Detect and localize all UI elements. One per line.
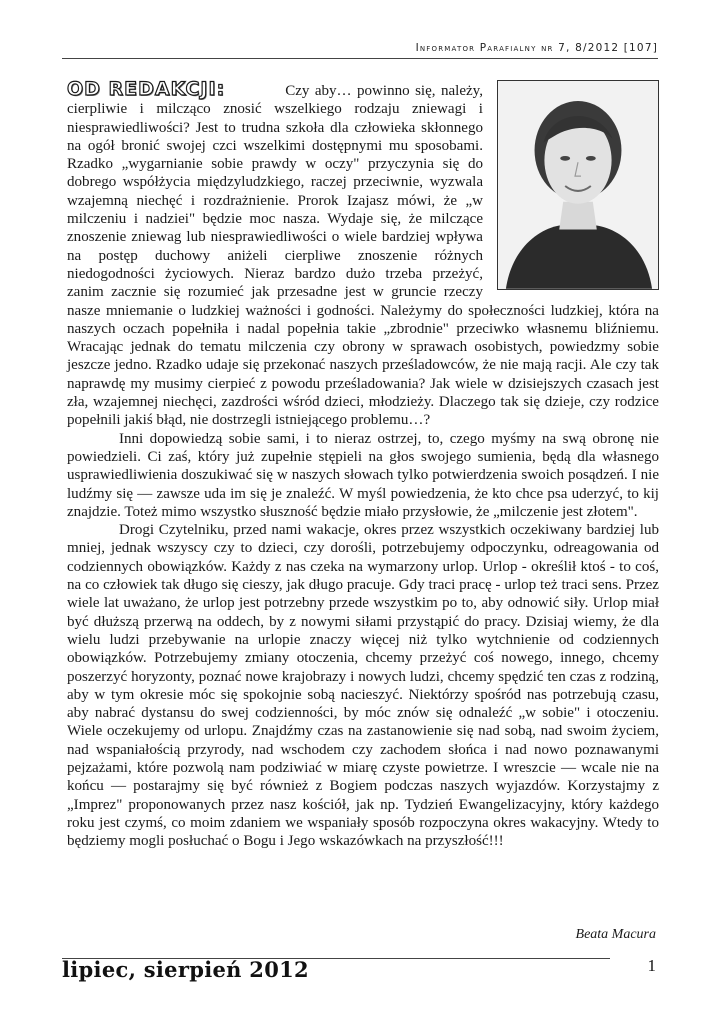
paragraph-3: Drogi Czytelniku, przed nami wakacje, okres przez wszystkich oczekiwany bardziej lub mniej, jednak wszyscy czy to dzieci, czy dorośli, potrzebujemy odpoczynku, odreagowania od codziennych obowiązków. Każdy z nas czeka na wymarzony urlop. Urlop - określił ktoś - to coś, na co człowiek tak długo się cieszy, jak długo pracuje. Gdy traci pracę - urlop też traci sens. Przez wiele lat uważano, że urlop jest potrzebny przede wszystkim po to, aby odnowić siły. Urlop miał być dłuższą przerwą na oddech, by z nowymi siłami przystąpić do pracy. Dzisiaj wiemy, że dla wielu ludzi przebywanie na urlopie znaczy więcej niż tylko wytchnienie od codziennych obowiązków. Potrzebujemy zmiany otoczenia, chcemy przeżyć coś nowego, innego, chcemy poszerzyć horyzonty, poznać nowe krajobrazy i nowych ludzi, chcemy spędzić ten czas z rodziną, aby w tym okresie móc się spokojnie sobą nacieszyć. Niektórzy spośród nas potrzebują czasu, aby nabrać dystansu do swej codzienności, by móc znów się odnaleźć „w sobie" i otoczeniu. Wiele oczekujemy od urlopu. Znajdźmy czas na zastanowienie się nad sobą, nad swoim życiem, nad wspaniałością przyrody, nad wschodem czy zachodem słońca i nad nowo poznawanymi pejzażami, które pozwolą nam podziwiać w miarę czyste powietrze. I wreszcie — wcale nie na końcu — postarajmy się być również z Bogiem podczas naszych wyjazdów. Korzystajmy z „Imprez" proponowanych przez nasz kościół, jak np. Tydzień Ewangelizacyjny, który każdego roku jest czymś, co moim zdaniem we wspaniały sposób rozpoczyna okres wakacyjny. Wtedy to będziemy mogli posłuchać o Bogu i Jego wskazówkach na przyszłość!!!	[67, 522, 659, 850]
page-number: 1	[647, 956, 656, 975]
running-header: Informator Parafialny nr 7, 8/2012 [107]	[415, 42, 658, 54]
article-body	[67, 80, 659, 850]
paragraph-2: Inni dopowiedzą sobie sami, i to nieraz ostrzej, to, czego myśmy na swą obronę nie powiedzieli. Ci zaś, który już zupełnie stępieli na głos swojego sumienia, będą dla własnego usprawiedliwienia doszukiwać się w naszych słowach tylko potwierdzenia swoich posądzeń. I nie ludźmy się — zawsze uda im się je znaleźć. W myśl powiedzenia, że kto chce psa uderzyć, to kij znajdzie. Toteż mimo wszystko słuszność będzie miało przysłowie, że „milczenie jest złotem".	[67, 430, 659, 520]
author-signature: Beata Macura	[575, 927, 656, 942]
paragraph-1-text: Czy aby… powinno się, należy, cierpliwie i milcząco znosić wszelkiego rodzaju zniewagi i niesprawiedliwości? Jest to trudna szkoła dla człowieka skłonnego na ogół bronić swojej czci wszelkimi dostępnymi mu sposobami. Rzadko „wygarnianie sobie prawdy w oczy" przyczynia się do dobrego współżycia międzyludzkiego, raczej przeciwnie, wyzwala wzajemną niechęć i rozdrażnienie. Prorok Izajasz mówi, że „w milczeniu i nadziei" będzie moc nasza. Wydaje się, że milczące znoszenie zniewag lub niesprawiedliwości o wiele bardziej wpływa na postęp duchowy aniżeli cierpliwe znoszenie różnych niedogodności życiowych. Nieraz bardzo dużo trzeba przeżyć, zanim zacznie się rozumieć jak przesadne jest w gruncie rzeczy nasze mniemanie o ludzkiej ważności i godności. Należymy do społeczności ludzkiej, która na naszych oczach popełniła i nadal popełnia takie „zbrodnie" przeciwko własnemu bliźniemu. Wracając jednak do tematu milczenia czy obrony w sprawach osobistych, powiedzmy sobie jeszcze jedno. Rzadko udaje się przekonać naszych prześladowców, że nie mają racji. Ale czy tak naprawdę my musimy cierpieć z powodu prześladowania? Jak wiele w dzisiejszych czasach jest zła, wzajemnej niechęci, zazdrości wśród dzieci, młodzieży. Dlaczego tak się dzieje, czy rodzice popełnili jakiś błąd, nie dostrzegli istniejącego problemu…?	[67, 83, 659, 429]
author-portrait	[497, 80, 659, 290]
issue-date: lipiec, sierpień 2012	[62, 957, 309, 982]
section-title: OD REDAKCJI:	[67, 78, 226, 100]
header-divider	[62, 58, 658, 59]
